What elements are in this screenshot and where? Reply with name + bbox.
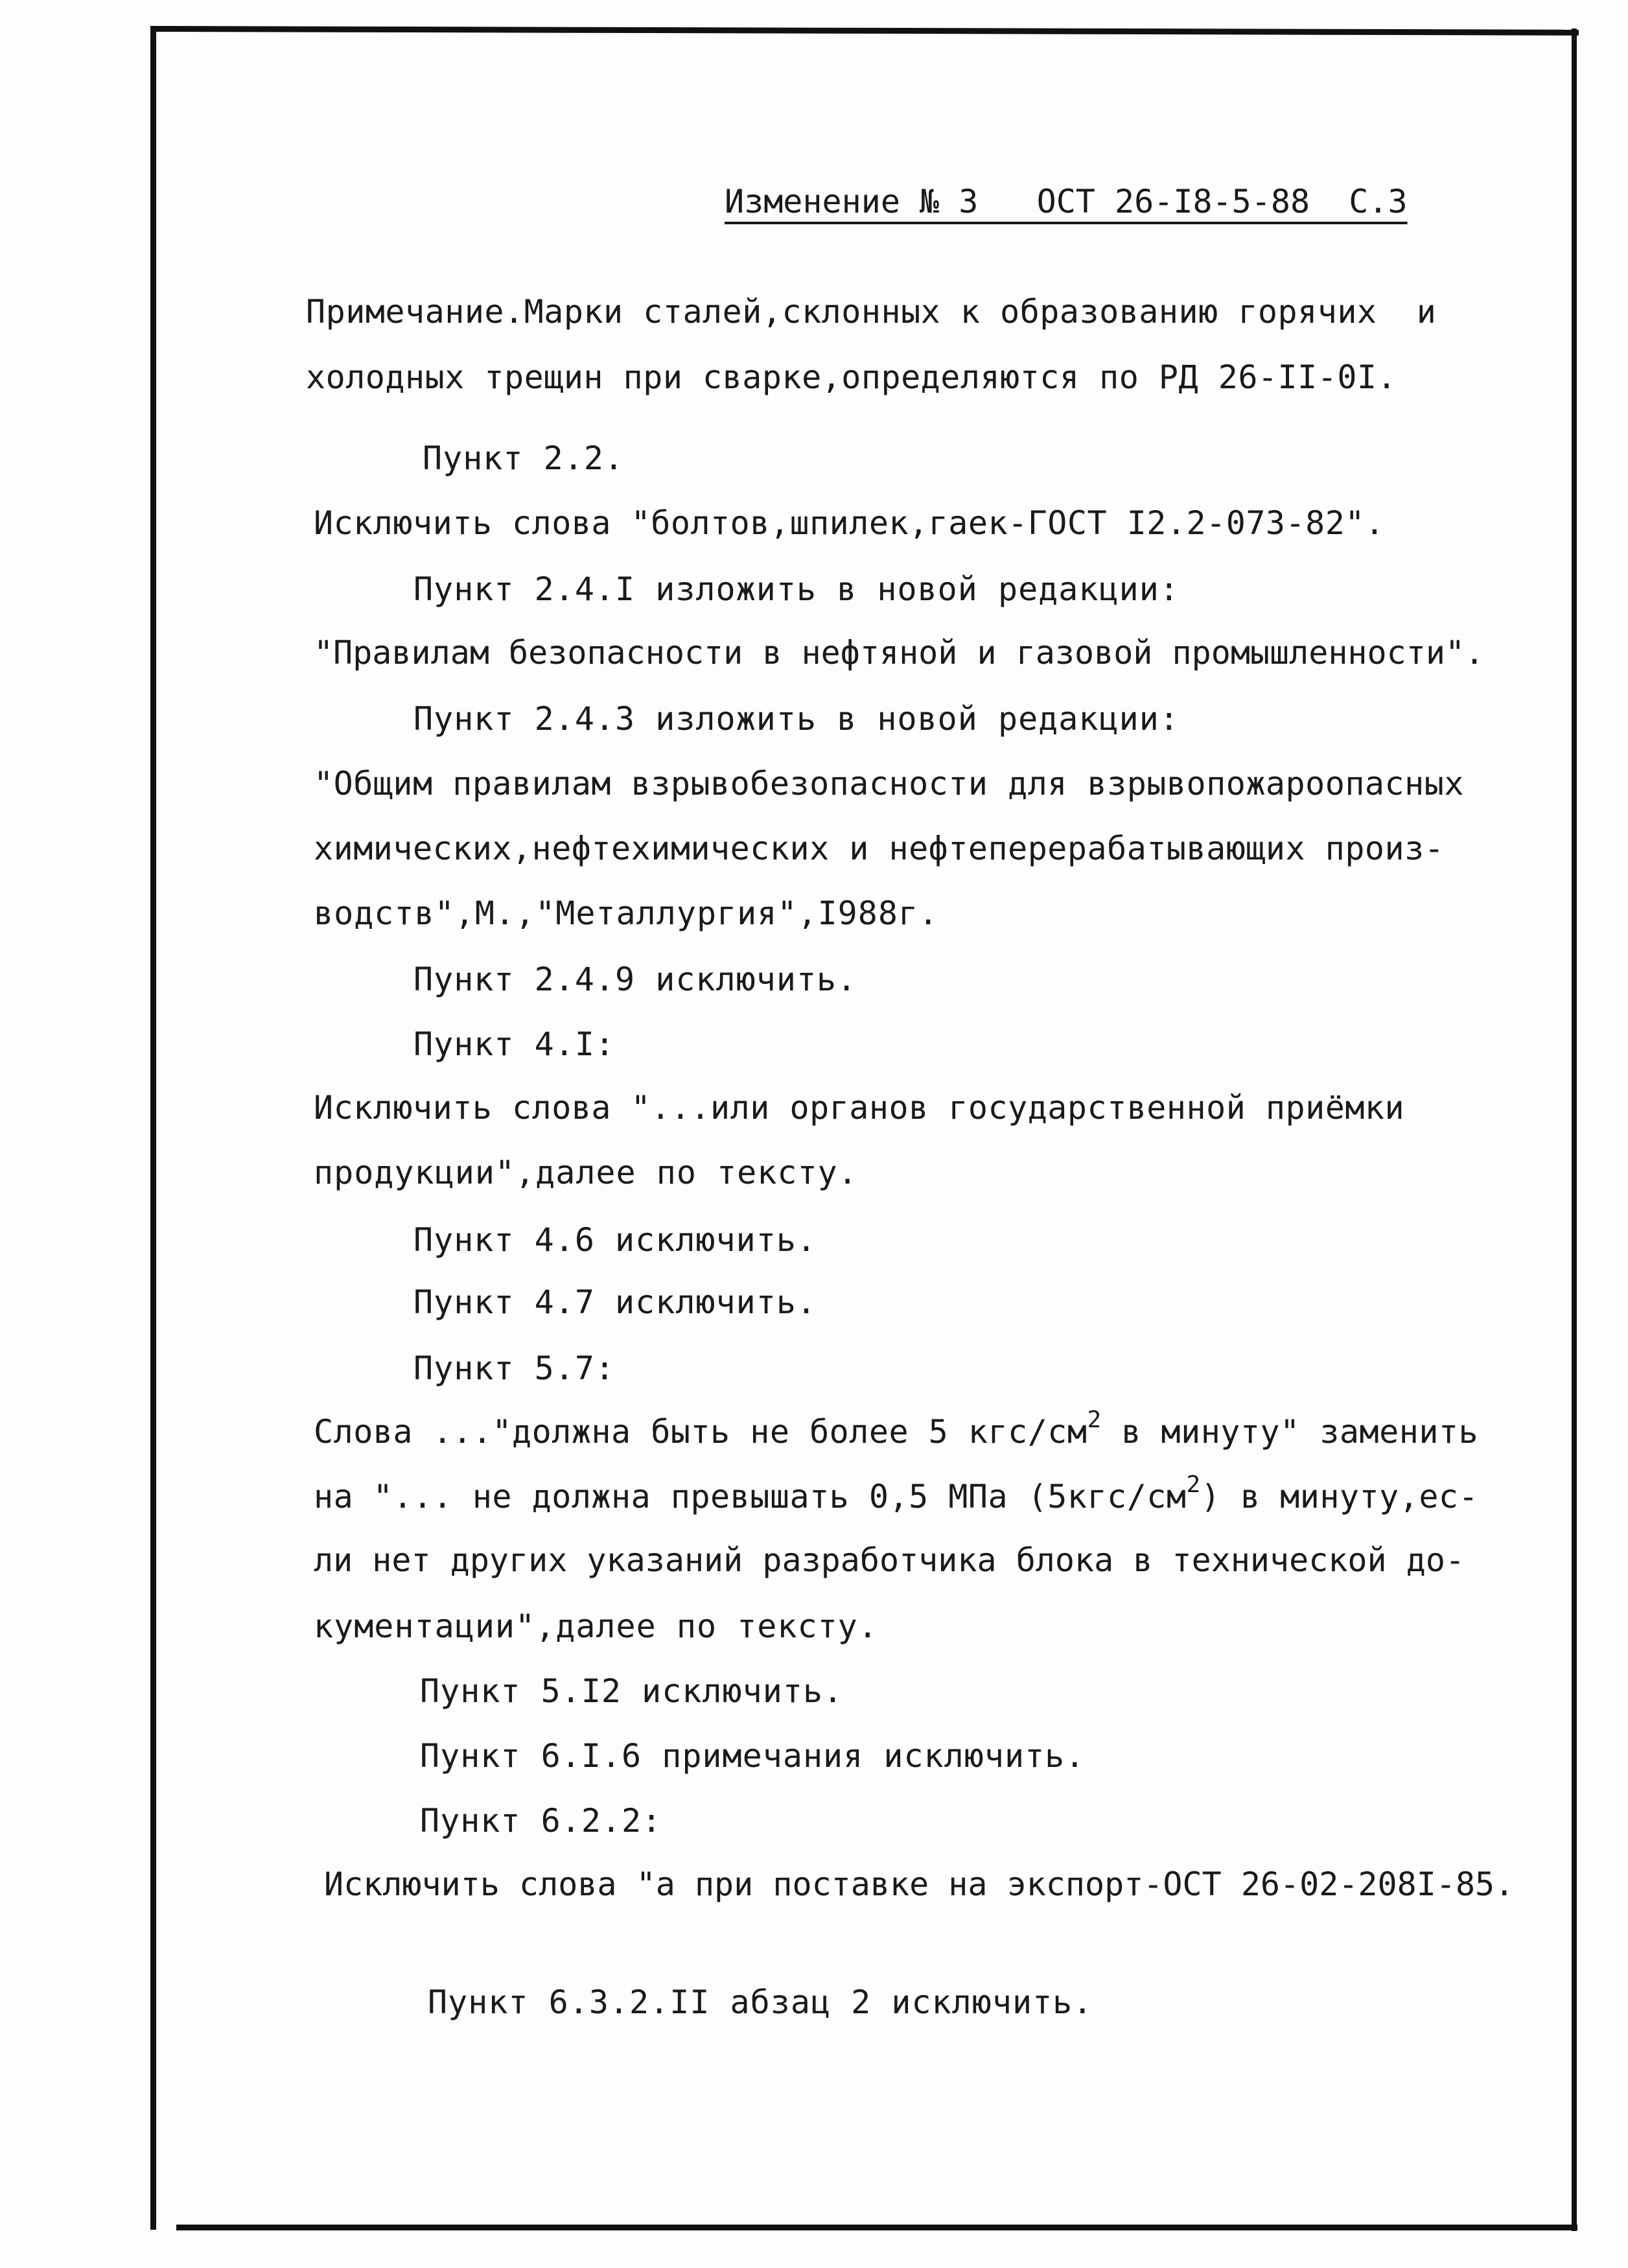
text-line: Пункт 6.I.6 примечания исключить. xyxy=(420,1737,1086,1775)
text-line: Пункт 5.I2 исключить. xyxy=(420,1672,844,1710)
frame-border-left xyxy=(150,26,156,2230)
text-line: Исключить слова "а при поставке на экспорт-ОСТ 26-02-208I-85. xyxy=(324,1865,1515,1903)
text-line: ли нет других указаний разработчика блока в технической до- xyxy=(314,1541,1465,1579)
text-line: химических,нефтехимических и нефтеперерабатывающих произ- xyxy=(314,830,1445,867)
text-segment: на "... не должна превышать 0,5 МПа (5кгс/см xyxy=(314,1478,1187,1515)
text-line: Пункт 2.4.I изложить в новой редакции: xyxy=(413,570,1180,608)
text-line: Пункт 2.2. xyxy=(423,439,625,477)
frame-border-right xyxy=(1572,29,1577,2231)
text-line: Пункт 6.2.2: xyxy=(420,1802,662,1840)
text-segment: Слова ..."должна быть не более 5 кгс/см xyxy=(314,1413,1087,1451)
frame-border-top xyxy=(153,26,1579,36)
text-line xyxy=(314,1407,1479,1451)
text-line: Примечание.Марки сталей,склонных к образованию горячих и xyxy=(306,293,1437,331)
text-line: водств",М.,"Металлургия",I988г. xyxy=(314,894,939,932)
text-line: Исключить слова "болтов,шпилек,гаек-ГОСТ I2.2-073-82". xyxy=(314,504,1385,542)
text-line: Пункт 2.4.3 изложить в новой редакции: xyxy=(413,700,1180,738)
text-line: Исключить слова "...или органов государственной приёмки xyxy=(314,1089,1405,1127)
text-segment: ) в минуту,ес- xyxy=(1200,1478,1479,1515)
text-line: Пункт 4.6 исключить. xyxy=(413,1221,817,1259)
page-header: Изменение № 3 ОСТ 26-I8-5-88 С.3 xyxy=(725,183,1408,220)
text-line: продукции",далее по тексту. xyxy=(314,1154,858,1191)
text-line: Пункт 2.4.9 исключить. xyxy=(413,961,857,998)
text-line: Пункт 4.I: xyxy=(413,1025,616,1063)
text-line: "Общим правилам взрывобезопасности для взрывопожароопасных xyxy=(314,765,1464,802)
text-segment: в минуту" заменить xyxy=(1101,1413,1479,1451)
text-line xyxy=(314,1471,1479,1515)
superscript: 2 xyxy=(1186,1471,1201,1498)
frame-border-bottom xyxy=(176,2225,1577,2230)
text-line: Пункт 4.7 исключить. xyxy=(413,1283,817,1321)
text-line: "Правилам безопасности в нефтяной и газовой промышленности". xyxy=(314,634,1485,672)
superscript: 2 xyxy=(1087,1407,1102,1433)
text-line: Пункт 6.3.2.II абзац 2 исключить. xyxy=(428,1983,1093,2021)
text-line: Пункт 5.7: xyxy=(413,1350,616,1387)
text-line: холодных трещин при сварке,определяются по РД 26-II-0I. xyxy=(306,358,1397,396)
text-line: кументации",далее по тексту. xyxy=(314,1607,878,1645)
